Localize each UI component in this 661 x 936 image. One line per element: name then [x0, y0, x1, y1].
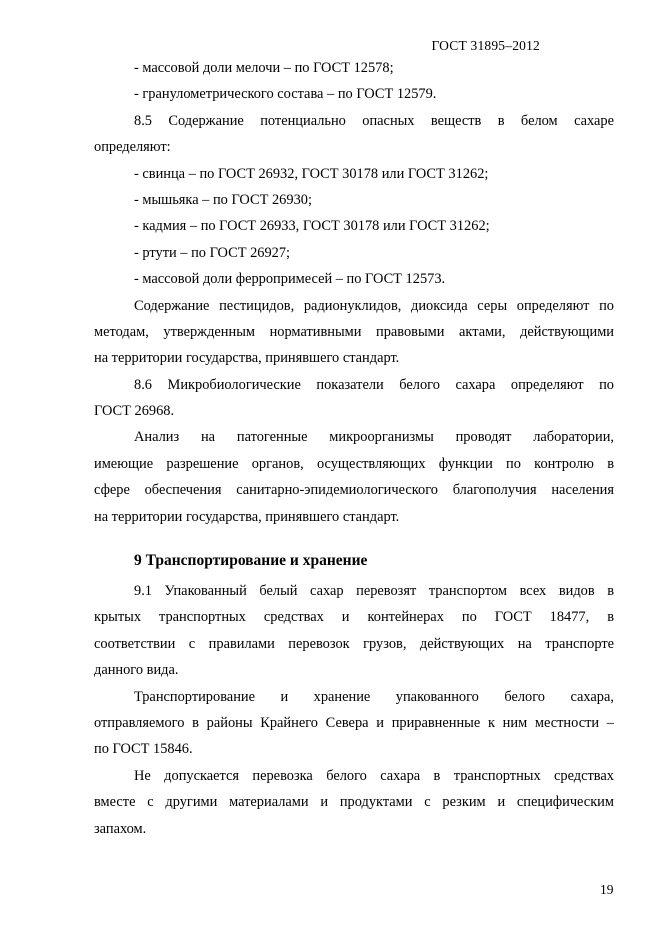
text-line: - кадмия – по ГОСТ 26933, ГОСТ 30178 или ГОСТ 31262;: [134, 218, 490, 235]
text-line: Содержание пестицидов, радионуклидов, диоксида серы определяют по: [134, 297, 614, 314]
text-line: по ГОСТ 15846.: [94, 741, 193, 758]
text-line: - мышьяка – по ГОСТ 26930;: [134, 191, 312, 208]
text-line: ГОСТ 26968.: [94, 403, 175, 420]
text-line: - массовой доли мелочи – по ГОСТ 12578;: [134, 60, 394, 76]
text-line: данного вида.: [94, 662, 179, 679]
section-heading: 9 Транспортирование и хранение: [134, 552, 368, 570]
text-line: 8.6 Микробиологические показатели белого сахара определяют по: [134, 376, 614, 393]
text-line: Не допускается перевозка белого сахара в транспортных средствах: [134, 767, 614, 784]
text-line: Транспортирование и хранение упакованного белого сахара,: [134, 688, 614, 705]
document-id-header: ГОСТ 31895–2012: [431, 38, 540, 53]
text-line: крытых транспортных средствах и контейнерах по ГОСТ 18477, в: [94, 609, 614, 626]
text-line: - ртути – по ГОСТ 26927;: [134, 244, 291, 261]
text-line: на территории государства, принявшего стандарт.: [94, 508, 400, 525]
text-line: соответствии с правилами перевозок грузов, действующих на транспорте: [94, 635, 614, 652]
text-line: Анализ на патогенные микроорганизмы проводят лаборатории,: [134, 429, 614, 446]
text-line: - свинца – по ГОСТ 26932, ГОСТ 30178 или ГОСТ 31262;: [134, 165, 489, 182]
document-body: [94, 55, 614, 842]
text-line: определяют:: [94, 139, 171, 156]
page-number: 19: [600, 882, 614, 897]
text-line: имеющие разрешение органов, осуществляющих функции по контролю в: [94, 455, 614, 472]
text-line: сфере обеспечения санитарно-эпидемиологического благополучия населения: [94, 482, 614, 499]
text-line: - массовой доли ферропримесей – по ГОСТ 12573.: [134, 271, 446, 288]
text-line: 9.1 Упакованный белый сахар перевозят транспортом всех видов в: [134, 583, 614, 600]
text-line: - гранулометрического состава – по ГОСТ 12579.: [134, 86, 437, 103]
text-line: методам, утвержденным нормативными правовыми актами, действующими: [94, 323, 614, 340]
text-line: 8.5 Содержание потенциально опасных веществ в белом сахаре: [134, 112, 614, 129]
text-line: вместе с другими материалами и продуктами с резким и специфическим: [94, 794, 614, 811]
text-line: запахом.: [94, 820, 147, 837]
text-line: отправляемого в районы Крайнего Севера и приравненные к ним местности –: [94, 714, 614, 731]
text-line: на территории государства, принявшего стандарт.: [94, 350, 400, 367]
